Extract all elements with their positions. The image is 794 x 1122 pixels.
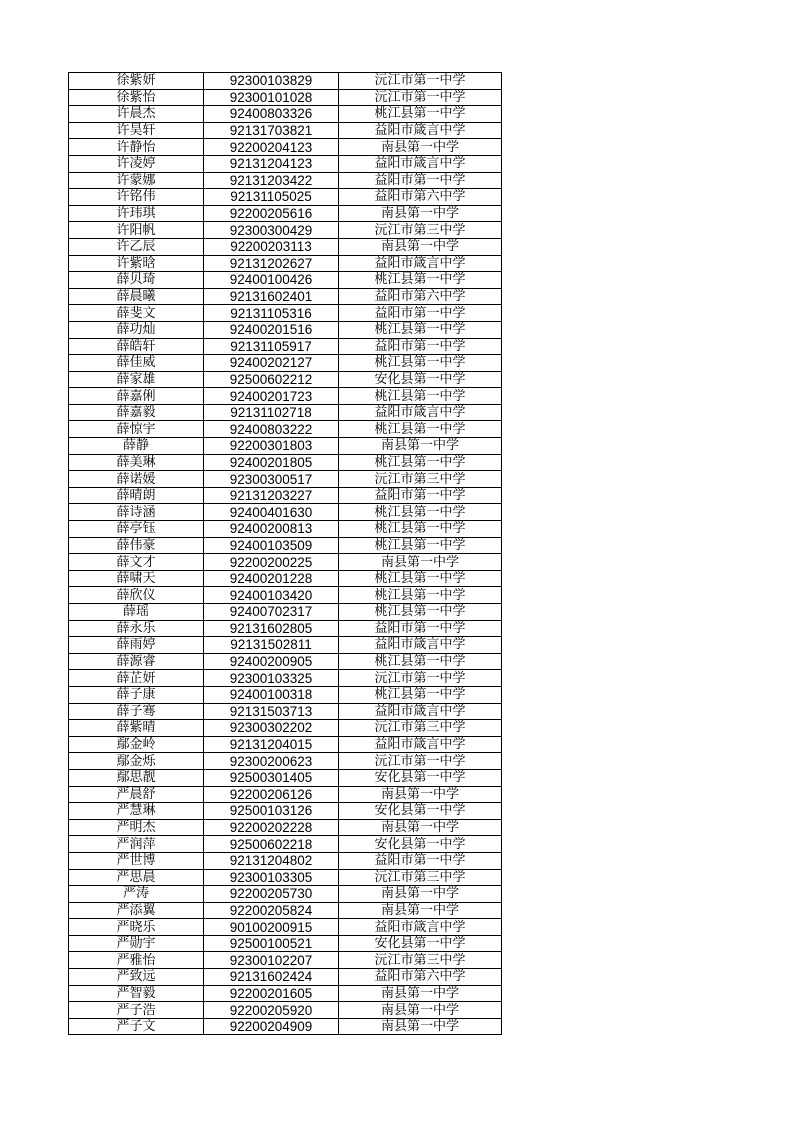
- student-name-cell: 薛佳威: [69, 355, 204, 372]
- table-row: [69, 521, 502, 538]
- table-row: [69, 935, 502, 952]
- table-row: [69, 869, 502, 886]
- table-row: [69, 139, 502, 156]
- student-id-cell: 92200206126: [204, 786, 339, 803]
- school-cell: 桃江县第一中学: [339, 454, 502, 471]
- table-row: [69, 272, 502, 289]
- student-name-cell: 严致远: [69, 969, 204, 986]
- student-name-cell: 薛美琳: [69, 454, 204, 471]
- school-cell: 南县第一中学: [339, 238, 502, 255]
- student-id-cell: 92200205920: [204, 1002, 339, 1019]
- school-cell: 安化县第一中学: [339, 769, 502, 786]
- table-row: [69, 653, 502, 670]
- student-table-body: [69, 73, 502, 1035]
- school-cell: 南县第一中学: [339, 1002, 502, 1019]
- school-cell: 益阳市第六中学: [339, 969, 502, 986]
- table-row: [69, 122, 502, 139]
- table-row: [69, 421, 502, 438]
- table-row: [69, 537, 502, 554]
- student-name-cell: 严晨舒: [69, 786, 204, 803]
- school-cell: 南县第一中学: [339, 554, 502, 571]
- student-table: [68, 72, 502, 1035]
- school-cell: 沅江市第三中学: [339, 869, 502, 886]
- student-id-cell: 92200205730: [204, 886, 339, 903]
- student-name-cell: 严智毅: [69, 985, 204, 1002]
- table-row: [69, 73, 502, 90]
- table-row: [69, 554, 502, 571]
- student-name-cell: 许阳帆: [69, 222, 204, 239]
- school-cell: 桃江县第一中学: [339, 521, 502, 538]
- student-name-cell: 薛伟豪: [69, 537, 204, 554]
- student-id-cell: 92200301803: [204, 438, 339, 455]
- school-cell: 沅江市第三中学: [339, 952, 502, 969]
- student-id-cell: 92200202228: [204, 819, 339, 836]
- table-row: [69, 769, 502, 786]
- student-id-cell: 92131202627: [204, 255, 339, 272]
- school-cell: 益阳市箴言中学: [339, 404, 502, 421]
- table-row: [69, 89, 502, 106]
- student-name-cell: 严子文: [69, 1018, 204, 1035]
- table-row: [69, 620, 502, 637]
- student-id-cell: 92131204015: [204, 736, 339, 753]
- table-row: [69, 305, 502, 322]
- student-id-cell: 92500602218: [204, 836, 339, 853]
- student-name-cell: 薛静: [69, 438, 204, 455]
- student-id-cell: 92131503713: [204, 703, 339, 720]
- student-id-cell: 92500602212: [204, 371, 339, 388]
- school-cell: 益阳市箴言中学: [339, 155, 502, 172]
- table-row: [69, 670, 502, 687]
- school-cell: 桃江县第一中学: [339, 106, 502, 123]
- student-id-cell: 92200203113: [204, 238, 339, 255]
- student-name-cell: 许铭伟: [69, 189, 204, 206]
- student-id-cell: 92131602401: [204, 288, 339, 305]
- student-id-cell: 92200204123: [204, 139, 339, 156]
- student-name-cell: 严晓乐: [69, 919, 204, 936]
- student-name-cell: 薛晨曦: [69, 288, 204, 305]
- school-cell: 安化县第一中学: [339, 371, 502, 388]
- student-name-cell: 薛子康: [69, 686, 204, 703]
- table-row: [69, 388, 502, 405]
- student-id-cell: 92400200905: [204, 653, 339, 670]
- school-cell: 桃江县第一中学: [339, 587, 502, 604]
- student-name-cell: 许静怡: [69, 139, 204, 156]
- school-cell: 沅江市第一中学: [339, 670, 502, 687]
- student-name-cell: 薛芷妍: [69, 670, 204, 687]
- table-row: [69, 786, 502, 803]
- school-cell: 安化县第一中学: [339, 803, 502, 820]
- student-id-cell: 92400202127: [204, 355, 339, 372]
- student-name-cell: 严世博: [69, 852, 204, 869]
- student-id-cell: 92400201516: [204, 321, 339, 338]
- table-row: [69, 902, 502, 919]
- student-id-cell: 92400803326: [204, 106, 339, 123]
- table-row: [69, 205, 502, 222]
- student-id-cell: 92300101028: [204, 89, 339, 106]
- student-name-cell: 薛紫晴: [69, 720, 204, 737]
- student-name-cell: 薛亭钰: [69, 521, 204, 538]
- school-cell: 益阳市箴言中学: [339, 703, 502, 720]
- table-row: [69, 604, 502, 621]
- school-cell: 桃江县第一中学: [339, 355, 502, 372]
- student-id-cell: 92400401630: [204, 504, 339, 521]
- school-cell: 桃江县第一中学: [339, 604, 502, 621]
- school-cell: 益阳市第一中学: [339, 487, 502, 504]
- school-cell: 益阳市第六中学: [339, 288, 502, 305]
- school-cell: 桃江县第一中学: [339, 686, 502, 703]
- school-cell: 桃江县第一中学: [339, 653, 502, 670]
- table-row: [69, 969, 502, 986]
- student-id-cell: 90100200915: [204, 919, 339, 936]
- student-name-cell: 薛皓轩: [69, 338, 204, 355]
- table-row: [69, 371, 502, 388]
- table-row: [69, 471, 502, 488]
- school-cell: 南县第一中学: [339, 819, 502, 836]
- student-id-cell: 92131203422: [204, 172, 339, 189]
- student-name-cell: 严慧琳: [69, 803, 204, 820]
- student-id-cell: 92200200225: [204, 554, 339, 571]
- student-name-cell: 鄢金烁: [69, 753, 204, 770]
- student-name-cell: 徐紫妍: [69, 73, 204, 90]
- table-row: [69, 189, 502, 206]
- student-name-cell: 严思晨: [69, 869, 204, 886]
- table-row: [69, 155, 502, 172]
- student-name-cell: 薛斐文: [69, 305, 204, 322]
- student-name-cell: 薛惊宇: [69, 421, 204, 438]
- student-name-cell: 徐紫怡: [69, 89, 204, 106]
- student-id-cell: 92300300517: [204, 471, 339, 488]
- student-id-cell: 92500103126: [204, 803, 339, 820]
- student-name-cell: 薛啸天: [69, 570, 204, 587]
- student-name-cell: 薛诗涵: [69, 504, 204, 521]
- table-row: [69, 172, 502, 189]
- school-cell: 桃江县第一中学: [339, 272, 502, 289]
- school-cell: 益阳市第一中学: [339, 852, 502, 869]
- student-id-cell: 92400201805: [204, 454, 339, 471]
- school-cell: 益阳市第一中学: [339, 305, 502, 322]
- table-row: [69, 255, 502, 272]
- student-name-cell: 严明杰: [69, 819, 204, 836]
- school-cell: 桃江县第一中学: [339, 388, 502, 405]
- student-name-cell: 薛嘉俐: [69, 388, 204, 405]
- student-name-cell: 薛永乐: [69, 620, 204, 637]
- table-row: [69, 106, 502, 123]
- table-row: [69, 587, 502, 604]
- student-name-cell: 严添翼: [69, 902, 204, 919]
- student-name-cell: 薛家雄: [69, 371, 204, 388]
- student-id-cell: 92200204909: [204, 1018, 339, 1035]
- table-row: [69, 222, 502, 239]
- table-row: [69, 438, 502, 455]
- student-id-cell: 92400103509: [204, 537, 339, 554]
- school-cell: 南县第一中学: [339, 438, 502, 455]
- school-cell: 安化县第一中学: [339, 836, 502, 853]
- table-row: [69, 703, 502, 720]
- school-cell: 南县第一中学: [339, 902, 502, 919]
- school-cell: 南县第一中学: [339, 786, 502, 803]
- student-id-cell: 92400103420: [204, 587, 339, 604]
- school-cell: 益阳市箴言中学: [339, 122, 502, 139]
- school-cell: 益阳市第一中学: [339, 172, 502, 189]
- school-cell: 南县第一中学: [339, 886, 502, 903]
- table-row: [69, 753, 502, 770]
- student-id-cell: 92300103829: [204, 73, 339, 90]
- school-cell: 南县第一中学: [339, 985, 502, 1002]
- table-row: [69, 338, 502, 355]
- student-name-cell: 薛子骞: [69, 703, 204, 720]
- school-cell: 益阳市箴言中学: [339, 919, 502, 936]
- student-name-cell: 薛晴朗: [69, 487, 204, 504]
- table-row: [69, 952, 502, 969]
- school-cell: 沅江市第一中学: [339, 73, 502, 90]
- student-name-cell: 严勋宇: [69, 935, 204, 952]
- school-cell: 益阳市第一中学: [339, 620, 502, 637]
- school-cell: 南县第一中学: [339, 139, 502, 156]
- student-name-cell: 薛欣仪: [69, 587, 204, 604]
- student-id-cell: 92500301405: [204, 769, 339, 786]
- table-row: [69, 487, 502, 504]
- school-cell: 南县第一中学: [339, 1018, 502, 1035]
- student-name-cell: 许玮琪: [69, 205, 204, 222]
- table-row: [69, 1018, 502, 1035]
- table-row: [69, 985, 502, 1002]
- student-id-cell: 92200201605: [204, 985, 339, 1002]
- student-name-cell: 许昊轩: [69, 122, 204, 139]
- student-id-cell: 92300200623: [204, 753, 339, 770]
- student-id-cell: 92131105316: [204, 305, 339, 322]
- table-row: [69, 836, 502, 853]
- table-row: [69, 404, 502, 421]
- student-name-cell: 薛文才: [69, 554, 204, 571]
- school-cell: 桃江县第一中学: [339, 537, 502, 554]
- table-row: [69, 736, 502, 753]
- school-cell: 桃江县第一中学: [339, 321, 502, 338]
- student-name-cell: 许蒙娜: [69, 172, 204, 189]
- school-cell: 益阳市箴言中学: [339, 736, 502, 753]
- table-row: [69, 886, 502, 903]
- table-row: [69, 686, 502, 703]
- student-name-cell: 许紫晗: [69, 255, 204, 272]
- student-id-cell: 92300300429: [204, 222, 339, 239]
- student-id-cell: 92400100426: [204, 272, 339, 289]
- table-row: [69, 288, 502, 305]
- student-id-cell: 92131102718: [204, 404, 339, 421]
- student-id-cell: 92300103305: [204, 869, 339, 886]
- student-id-cell: 92400200813: [204, 521, 339, 538]
- student-id-cell: 92400100318: [204, 686, 339, 703]
- school-cell: 沅江市第三中学: [339, 471, 502, 488]
- student-id-cell: 92131703821: [204, 122, 339, 139]
- school-cell: 沅江市第三中学: [339, 720, 502, 737]
- student-id-cell: 92400201723: [204, 388, 339, 405]
- student-name-cell: 严涛: [69, 886, 204, 903]
- student-name-cell: 许晨杰: [69, 106, 204, 123]
- school-cell: 益阳市第一中学: [339, 338, 502, 355]
- table-row: [69, 803, 502, 820]
- student-id-cell: 92131602805: [204, 620, 339, 637]
- school-cell: 益阳市箴言中学: [339, 255, 502, 272]
- school-cell: 益阳市第六中学: [339, 189, 502, 206]
- student-name-cell: 薛嘉毅: [69, 404, 204, 421]
- student-id-cell: 92300103325: [204, 670, 339, 687]
- school-cell: 南县第一中学: [339, 205, 502, 222]
- table-row: [69, 355, 502, 372]
- student-name-cell: 薛功灿: [69, 321, 204, 338]
- table-row: [69, 1002, 502, 1019]
- student-name-cell: 薛诺媛: [69, 471, 204, 488]
- student-name-cell: 薛雨婷: [69, 637, 204, 654]
- table-row: [69, 919, 502, 936]
- student-id-cell: 92400702317: [204, 604, 339, 621]
- school-cell: 沅江市第三中学: [339, 222, 502, 239]
- student-name-cell: 严雅怡: [69, 952, 204, 969]
- school-cell: 桃江县第一中学: [339, 504, 502, 521]
- school-cell: 沅江市第一中学: [339, 753, 502, 770]
- student-id-cell: 92200205616: [204, 205, 339, 222]
- table-row: [69, 852, 502, 869]
- school-cell: 桃江县第一中学: [339, 421, 502, 438]
- school-cell: 桃江县第一中学: [339, 570, 502, 587]
- table-row: [69, 238, 502, 255]
- student-id-cell: 92131105025: [204, 189, 339, 206]
- student-name-cell: 严子浩: [69, 1002, 204, 1019]
- table-row: [69, 720, 502, 737]
- student-id-cell: 92300302202: [204, 720, 339, 737]
- table-row: [69, 637, 502, 654]
- student-name-cell: 薛瑶: [69, 604, 204, 621]
- table-row: [69, 819, 502, 836]
- student-id-cell: 92131203227: [204, 487, 339, 504]
- school-cell: 沅江市第一中学: [339, 89, 502, 106]
- table-row: [69, 454, 502, 471]
- table-row: [69, 321, 502, 338]
- student-name-cell: 鄢思靓: [69, 769, 204, 786]
- student-id-cell: 92200205824: [204, 902, 339, 919]
- student-id-cell: 92300102207: [204, 952, 339, 969]
- student-name-cell: 许凌婷: [69, 155, 204, 172]
- student-name-cell: 许乙辰: [69, 238, 204, 255]
- student-id-cell: 92131105917: [204, 338, 339, 355]
- student-name-cell: 严润萍: [69, 836, 204, 853]
- school-cell: 益阳市箴言中学: [339, 637, 502, 654]
- school-cell: 安化县第一中学: [339, 935, 502, 952]
- student-id-cell: 92400803222: [204, 421, 339, 438]
- student-id-cell: 92500100521: [204, 935, 339, 952]
- student-id-cell: 92131602424: [204, 969, 339, 986]
- table-row: [69, 504, 502, 521]
- student-name-cell: 薛贝琦: [69, 272, 204, 289]
- student-id-cell: 92131204123: [204, 155, 339, 172]
- student-id-cell: 92131204802: [204, 852, 339, 869]
- student-name-cell: 薛源睿: [69, 653, 204, 670]
- table-row: [69, 570, 502, 587]
- student-name-cell: 鄢金岭: [69, 736, 204, 753]
- student-id-cell: 92131502811: [204, 637, 339, 654]
- student-id-cell: 92400201228: [204, 570, 339, 587]
